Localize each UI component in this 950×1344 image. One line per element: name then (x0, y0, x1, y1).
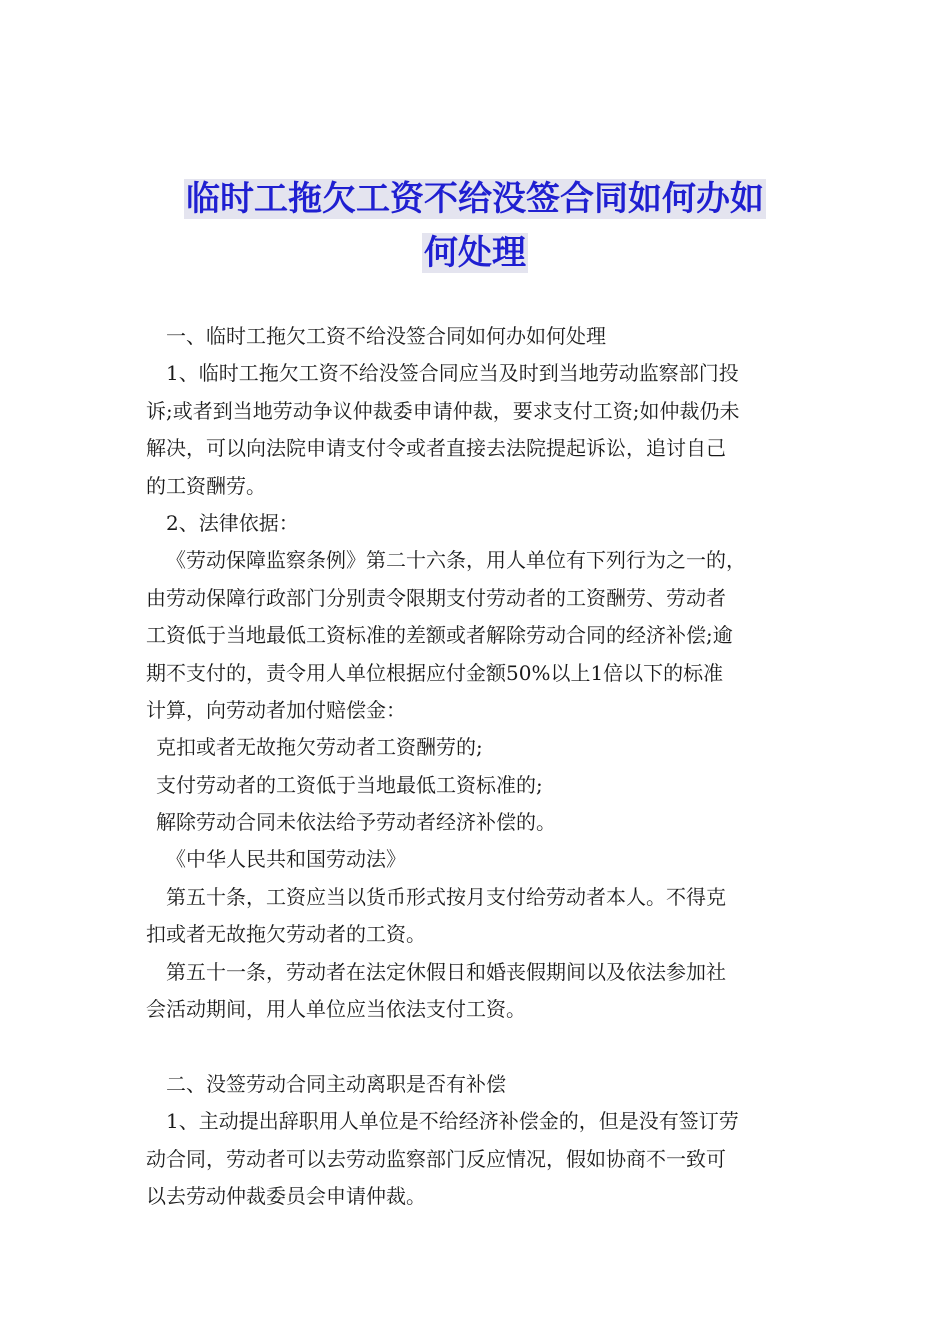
paragraph-line: 工资低于当地最低工资标准的差额或者解除劳动合同的经济补偿;逾 (146, 623, 733, 648)
paragraph-line: 以去劳动仲裁委员会申请仲裁。 (146, 1183, 426, 1208)
section-heading-2: 二、没签劳动合同主动离职是否有补偿 (166, 1071, 506, 1096)
paragraph-line: 动合同，劳动者可以去劳动监察部门反应情况，假如协商不一致可 (146, 1146, 726, 1171)
law-title: 《中华人民共和国劳动法》 (166, 847, 406, 872)
paragraph-line: 期不支付的，责令用人单位根据应付金额50%以上1倍以下的标准 (146, 660, 724, 685)
document-title (140, 172, 810, 280)
paragraph-line: 诉;或者到当地劳动争议仲裁委申请仲裁，要求支付工资;如仲裁仍未 (146, 398, 740, 423)
paragraph-line: 2、法律依据： (166, 510, 299, 535)
title-line-1: 临时工拖欠工资不给没签合同如何办如 (186, 179, 764, 219)
section-gap (146, 1028, 812, 1065)
paragraph-line: 由劳动保障行政部门分别责令限期支付劳动者的工资酬劳、劳动者 (146, 585, 726, 610)
paragraph-line: 解决，可以向法院申请支付令或者直接去法院提起诉讼，追讨自己 (146, 436, 726, 461)
paragraph-line: 1、临时工拖欠工资不给没签合同应当及时到当地劳动监察部门投 (166, 361, 739, 386)
list-item: 支付劳动者的工资低于当地最低工资标准的; (156, 772, 543, 797)
paragraph-line: 第五十条，工资应当以货币形式按月支付给劳动者本人。不得克 (166, 884, 726, 909)
paragraph-line: 《劳动保障监察条例》第二十六条，用人单位有下列行为之一的， (166, 548, 746, 573)
paragraph-line: 第五十一条，劳动者在法定休假日和婚丧假期间以及依法参加社 (166, 959, 726, 984)
section-heading-1: 一、临时工拖欠工资不给没签合同如何办如何处理 (166, 324, 606, 348)
paragraph-line: 计算，向劳动者加付赔偿金： (146, 697, 406, 722)
list-item: 克扣或者无故拖欠劳动者工资酬劳的; (156, 735, 483, 760)
title-line-2: 何处理 (424, 233, 526, 273)
paragraph-line: 扣或者无故拖欠劳动者的工资。 (146, 922, 426, 947)
list-item: 解除劳动合同未依法给予劳动者经济补偿的。 (156, 810, 556, 835)
paragraph-line: 1、主动提出辞职用人单位是不给经济补偿金的，但是没有签订劳 (166, 1109, 739, 1134)
paragraph-line: 会活动期间，用人单位应当依法支付工资。 (146, 997, 526, 1022)
document-body (146, 318, 812, 1215)
paragraph-line: 的工资酬劳。 (146, 473, 266, 498)
